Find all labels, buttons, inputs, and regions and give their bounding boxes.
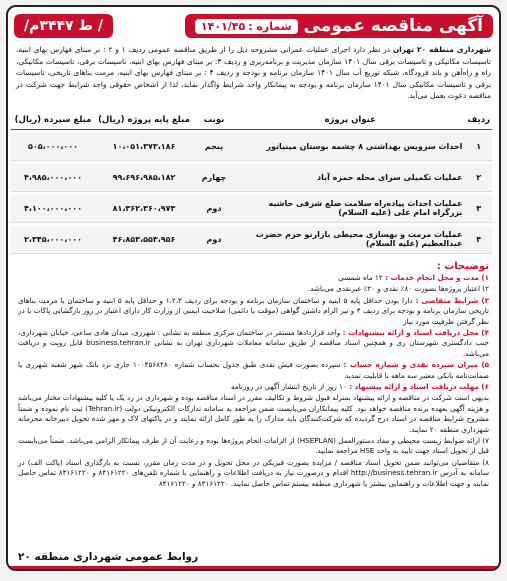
note-item <box>18 273 489 283</box>
row-number: ۴ <box>465 226 492 254</box>
note-item <box>18 328 489 359</box>
project-title: عملیات احداث پیاده‌راه سلامت ضلع شرقی حاشیه بزرگراه امام علی (علیه السلام) <box>235 195 465 223</box>
note-item <box>18 296 489 327</box>
note-text: ۱۰ روز از تاریخ انتشار آگهی در روزنامه <box>231 382 350 392</box>
project-title: عملیات مرمت و بهسازی محیطی بازارنو حرم حضرت عبدالعظیم (علیه السلام) <box>235 226 465 254</box>
note-text: ۱۲ ماه شمسی <box>338 272 386 282</box>
row-number: ۳ <box>465 195 492 223</box>
intro-paragraph <box>8 41 499 104</box>
table-row <box>11 133 492 161</box>
note-text: دارا بودن حداقل پایه ۵ ابنیه و ساختمان سازمان برنامه و بودجه برای ردیف ۱،۲،۳ و حداقل پایه ۵ ابنیه و ساختمان یا مرمت بناهای تاریخی سازمان برنامه و بودجه برای ردیف ۴ و نیز الزام داشتن گواهی (موقت یا دائمی) صلاحیت ایمنی از وزارت کار دارای اعتبار در روز بازگشایی پاکات با در نظر گرفتن ظرفیت مورد نیاز <box>18 295 489 326</box>
header-project-title: عنوان پروژه <box>235 111 465 130</box>
note-text: ۷) ارائه ضوابط زیست محیطی و مفاد دستورالعمل (HSEPLAN) از الزامات انجام پروژه‌ها بوده و رعایت آن از طرف پیمانکار الزامی می‌باشد. ضمناً می‌بایست قبل از تحویل اسناد جهت تایید به واحد HSE مراجعه نمایید. <box>18 436 489 456</box>
base-amount: ۱۰،۰۵۱،۳۷۳،۱۸۶ <box>95 133 193 161</box>
header-turn: نوبت <box>193 111 235 130</box>
note-key: ۱) مدت و محل انجام خدمات : <box>385 272 489 282</box>
base-amount: ۸۱،۳۶۲،۳۶۰،۹۷۳ <box>95 195 193 223</box>
note-text: سپرده بصورت فیش نقدی طبق جدول بحساب شماره ۱۰۰۴۵۶۸۴۸۰ جاری نزد بانک شهر شعبه شهرری یا ضمانت‌نامه بانکی معتبر سه ماهه با قابلیت تمدید <box>18 360 489 380</box>
deposit-amount: ۲،۳۴۵،۰۰۰،۰۰۰ <box>11 226 95 254</box>
header-row-number: ردیف <box>465 111 492 130</box>
note-text: بدیهی است شرکت در مناقصه و ارائه پیشنهاد بمنزله قبول شروط و تکالیف مقرر در اسناد مناقصه بوده و شهرداری در رد یک یا کلیه پیشنهادات مختار می‌باشد و هزینه آگهی بعهده برنده مناقصه خواهد بود. کلیه پیمانکاران می‌بایست ضمن مراجعه به سامانه تدارکات الکترونیکی دولت (Tehran.ir) ثبت نام نموده و ضمناً مشروح شرایط مناقصه در اسناد درج گردیده که شرکت‌کنندگان باید مدارک را به طور کامل ارائه نمایند و در پاکتهای لاک و مهر شده تحویل دبیرخانه محرمانه شهرداری منطقه ۲۰ نمایند. <box>18 393 489 434</box>
turn: پنجم <box>193 133 235 161</box>
notice-title: آگهی مناقصه عمومی <box>303 16 483 36</box>
project-title: احداث سرویس بهداشتی ۸ چشمه بوستان مینیاتور <box>235 133 465 161</box>
row-number: ۱ <box>465 133 492 161</box>
note-item <box>18 436 489 457</box>
table-row <box>11 226 492 254</box>
deposit-amount: ۵۰۵،۰۰۰،۰۰۰ <box>11 133 95 161</box>
project-title: عملیات تکمیلی سرای محله حمزه آباد <box>235 164 465 192</box>
row-number: ۲ <box>465 164 492 192</box>
header-base-amount: مبلغ پایه پروژه (ریال) <box>95 111 193 130</box>
turn: چهارم <box>193 164 235 192</box>
note-text: ۸) متقاضیان می‌توانند ضمن تحویل اسناد مناقصه / مزایده بصورت فیزیکی در محل تحویل و در مدت زمان مقرر، نسبت به بارگذاری اسناد (پاکت الف) در سامانه به آدرس http://business.tehran.ir اقدام و درصورت نیاز به دریافت اطلاعات و راهنمایی با شماره تلفن‌های ۸۴۱۶۱۲۲۰ و ۸۴۱۶۱۲۲۰ تماس حاصل نمایند و جهت اطلاعات و راهنمایی بیشتر با شهرداری منطقه بیستم تماس حاصل نمایند. ۸۴۱۶۱۲۲۰ و ۸۴۱۶۱۲۲۰ <box>18 457 489 488</box>
header <box>8 11 499 41</box>
notes-list <box>8 273 499 489</box>
note-key: ۵) میزان سپرده نقدی و شماره حساب : <box>343 360 490 370</box>
deposit-amount: ۴،۱۰۰،۰۰۰،۰۰۰ <box>11 195 95 223</box>
turn: دوم <box>193 195 235 223</box>
notice-number <box>195 19 298 34</box>
note-key: ۳) شرایط متقاضی : <box>415 295 490 305</box>
footer-accent-bar <box>8 566 499 569</box>
notes-title: توضیحات : <box>436 260 489 272</box>
title-banner <box>185 14 493 38</box>
note-text: ۲) اعتبار پروژه‌ها بصورت ۸۰٪ نقدی و ۲۰٪ غیرنقدی می‌باشد. <box>307 284 489 294</box>
note-text: واحد قراردادها مستقر در ساختمان مرکزی منطقه به نشانی : شهرری، میدان هادی ساعی، خیابان شهرداری، جنب دادگستری شهرستان ری و همچنین اسناد مناقصه از طریق سامانه معاملات شهرداری تهران به نشانی business.tehran.ir قابل رویت و دریافت می‌باشد. <box>18 328 489 358</box>
intro-text: در نظر دارد اجرای عملیات عمرانی مشروحه ذیل را از طریق مناقصه عمومی ردیف ۱ و ۲ : بر مبنای فهارس بهای ابنیه، تاسیسات مکانیکی و تاسیسات برقی سال ۱۴۰۱ سازمان مدیریت و برنامه‌ریزی و ردیف ۳: بر مبنای فهارس بهای ابنیه، تاسیسات برقی، تاسیسات مکانیکی، راه و راه‌آهن و باند فرودگاه، شبکه توزیع آب سال ۱۴۰۱ سازمان برنامه و بودجه و ردیف ۴ : بر مبنای فهارس بهای ابنیه، مرمت بناهای تاریخی، تاسیسات برقی و تاسیسات مکانیکی سال ۱۴۰۱ سازمان برنامه و بودجه به پیمانکار واجد شرایط واگذار نماید، لذا از اشخاص حقوقی واجد شرایط جهت شرکت در مناقصه دعوت بعمل می‌آید. <box>16 45 492 101</box>
notice-code: / ط ۳۴۴۷م/ <box>14 14 113 38</box>
base-amount: ۹۹،۶۹۶،۹۸۵،۱۸۲ <box>95 164 193 192</box>
note-item <box>18 382 489 392</box>
footer-signature: روابط عمومی شهرداری منطقه ۲۰ <box>18 551 199 563</box>
note-key: ۴) محل دریافت اسناد و ارائه پیشنهادات : <box>342 328 489 337</box>
note-key: ۶) مهلت دریافت اسناد و ارائه پیشنهاد : <box>349 382 489 392</box>
deposit-amount: ۴،۹۸۵،۰۰۰،۰۰۰ <box>11 164 95 192</box>
tender-notice <box>6 5 501 571</box>
number-label: شماره : <box>248 19 292 33</box>
projects-table <box>11 108 492 257</box>
table-row <box>11 164 492 192</box>
turn: دوم <box>193 226 235 254</box>
note-item <box>18 284 489 294</box>
table-header-row <box>11 111 492 130</box>
base-amount: ۴۶،۸۵۳،۵۵۳،۹۵۶ <box>95 226 193 254</box>
note-item <box>18 458 489 489</box>
header-deposit: مبلغ سپرده (ریال) <box>11 111 95 130</box>
note-item <box>18 393 489 435</box>
number-value: ۱۴۰۱/۴۵ <box>200 19 246 33</box>
org-name: شهرداری منطقه ۲۰ تهران <box>392 45 491 54</box>
note-item <box>18 360 489 381</box>
table-row <box>11 195 492 223</box>
